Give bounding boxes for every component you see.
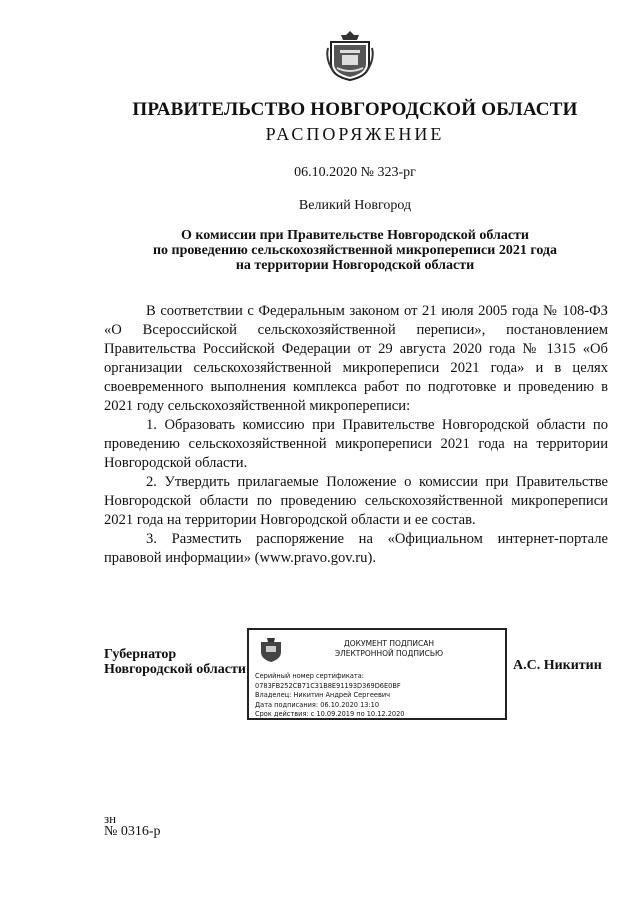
stamp-heading xyxy=(289,639,489,659)
stamp-heading-line-2: ЭЛЕКТРОННОЙ ПОДПИСЬЮ xyxy=(334,649,444,658)
date-and-number: 06.10.2020 № 323-рг xyxy=(294,165,416,180)
stamp-validity: Срок действия: с 10.09.2019 по 10.12.2020 xyxy=(255,710,405,718)
electronic-signature-stamp xyxy=(247,628,507,720)
document-body xyxy=(104,302,608,568)
coat-of-arms-emblem xyxy=(325,28,375,82)
title-line-3: на территории Новгородской области xyxy=(235,258,475,273)
stamp-owner: Владелец: Никитин Андрей Сергеевич xyxy=(255,691,391,699)
organization-title: ПРАВИТЕЛЬСТВО НОВГОРОДСКОЙ ОБЛАСТИ xyxy=(132,99,578,120)
signatory-position xyxy=(104,647,246,677)
city: Великий Новгород xyxy=(298,198,412,213)
position-line-2: Новгородской области xyxy=(104,662,246,677)
position-line-1: Губернатор xyxy=(104,647,177,662)
footer-number: № 0316-р xyxy=(104,824,161,839)
signatory-name: А.С. Никитин xyxy=(513,658,602,673)
document-type: РАСПОРЯЖЕНИЕ xyxy=(265,124,445,144)
stamp-emblem-icon xyxy=(258,636,284,664)
title-line-2: по проведению сельскохозяйственной микропереписи 2021 года xyxy=(152,243,558,258)
item-1-paragraph: 1. Образовать комиссию при Правительстве Новгородской области по проведению сельскохозяйственной микропереписи 2021 года на территории Новгородской области. xyxy=(104,417,608,471)
item-3-paragraph: 3. Разместить распоряжение на «Официальном интернет-портале правовой информации» (www.pravo.gov.ru). xyxy=(104,531,608,566)
stamp-serial: 0783FB252CB71C31B8E91193D369D6E0BF xyxy=(255,681,401,690)
stamp-serial-label: Серийный номер сертификата: xyxy=(255,672,365,680)
footer-initials: зн xyxy=(104,811,117,826)
stamp-signed-date: Дата подписания: 06.10.2020 13:10 xyxy=(255,700,380,709)
stamp-heading-line-1: ДОКУМЕНТ ПОДПИСАН xyxy=(343,639,435,648)
stamp-details xyxy=(255,672,405,720)
footer-reference xyxy=(104,812,161,838)
document-title xyxy=(130,228,580,273)
item-2-paragraph: 2. Утвердить прилагаемые Положение о комиссии при Правительстве Новгородской области по проведению сельскохозяйственной микропереписи 2021 года на территории Новгородской области и ее состав. xyxy=(104,474,608,528)
title-line-1: О комиссии при Правительстве Новгородской области xyxy=(180,228,529,243)
preamble-paragraph: В соответствии с Федеральным законом от 21 июля 2005 года № 108-ФЗ «О Всероссийской сельскохозяйственной переписи», постановлением Правительства Российской Федерации от 29 августа 2020 года № 1315 «Об организации сельскохозяйственной микропереписи 2021 года» и в целях своевременного выполнения комплекса работ по подготовке и проведению в 2021 году сельскохозяйственной микропереписи: xyxy=(104,303,608,414)
